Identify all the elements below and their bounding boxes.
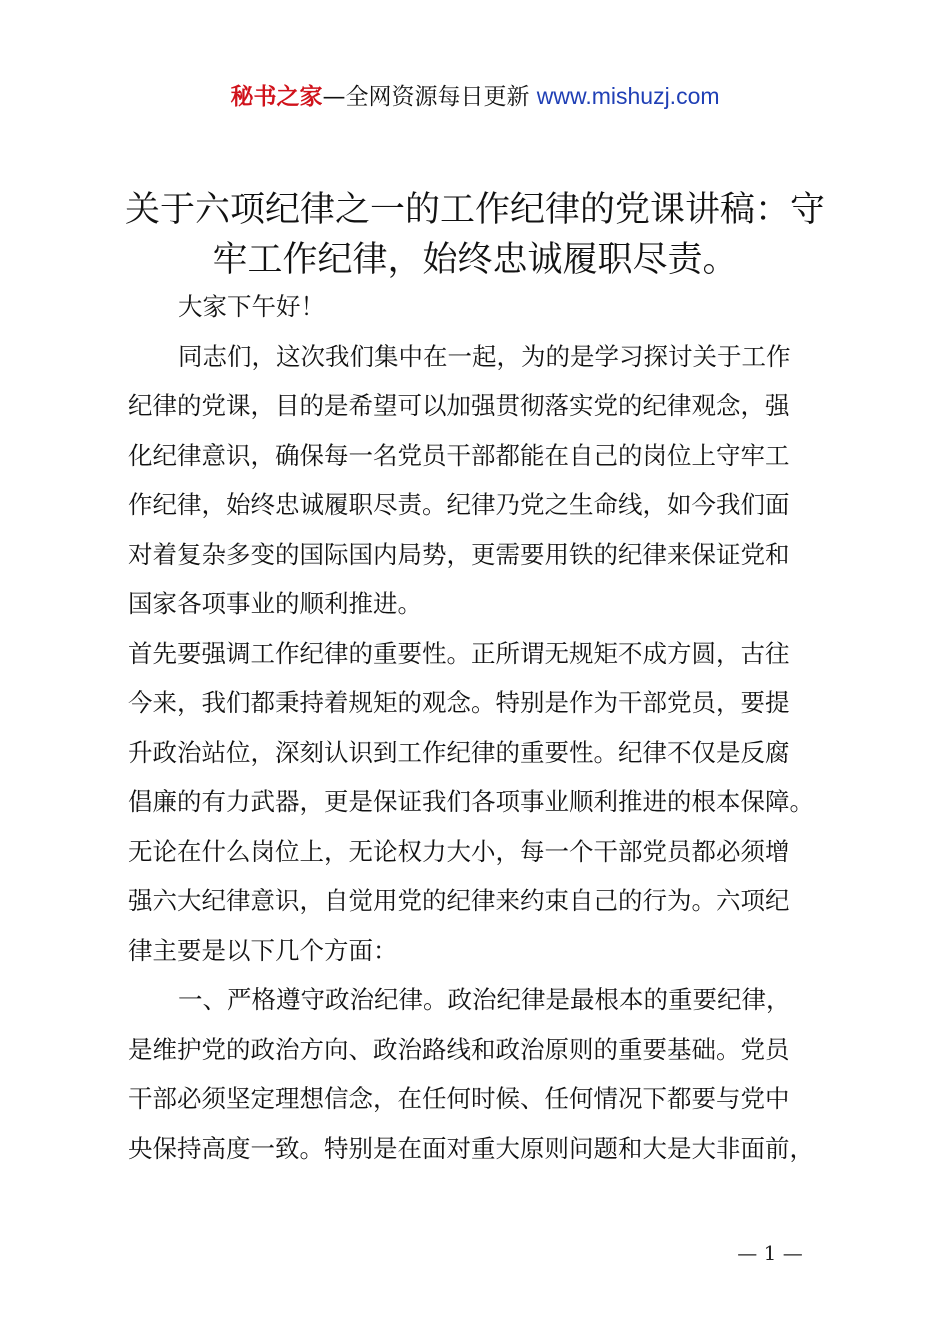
site-tagline: —全网资源每日更新 [322, 84, 537, 110]
site-brand: 秘书之家 [230, 84, 323, 110]
body-line: 同志们，这次我们集中在一起，为的是学习探讨关于工作 [178, 341, 791, 371]
document-body [128, 282, 838, 1173]
body-line: 作纪律，始终忠诚履职尽责。纪律乃党之生命线，如今我们面 [128, 490, 790, 519]
body-line: 今来，我们都秉持着规矩的观念。特别是作为干部党员，要提 [128, 688, 790, 717]
body-line: 倡廉的有力武器，更是保证我们各项事业顺利推进的根本保障。 [128, 787, 814, 816]
body-line: 升政治站位，深刻认识到工作纪律的重要性。纪律不仅是反腐 [128, 737, 790, 767]
body-line: 国家各项事业的顺利推进。 [128, 589, 422, 618]
document-title [100, 185, 850, 285]
body-line: 央保持高度一致。特别是在面对重大原则问题和大是大非面前， [128, 1133, 814, 1163]
body-line: 律主要是以下几个方面： [128, 935, 398, 965]
body-line: 纪律的党课，目的是希望可以加强贯彻落实党的纪律观念，强 [128, 391, 790, 420]
title-line-1: 关于六项纪律之一的工作纪律的党课讲稿：守 [124, 190, 825, 230]
site-header [0, 80, 950, 113]
page-number: — 1 — [737, 1241, 803, 1265]
site-url-link[interactable]: www.mishuzj.com [536, 83, 720, 109]
body-line: 首先要强调工作纪律的重要性。正所谓无规矩不成方圆，古往 [128, 638, 790, 668]
body-line: 对着复杂多变的国际国内局势，更需要用铁的纪律来保证党和 [128, 539, 790, 569]
title-line-2: 牢工作纪律，始终忠诚履职尽责。 [212, 240, 738, 280]
body-line: 化纪律意识，确保每一名党员干部都能在自己的岗位上守牢工 [128, 440, 790, 470]
body-line: 干部必须坚定理想信念，在任何时候、任何情况下都要与党中 [128, 1084, 790, 1113]
body-line: 强六大纪律意识，自觉用党的纪律来约束自己的行为。六项纪 [128, 886, 790, 915]
body-line: 大家下午好！ [178, 292, 325, 321]
body-line: 一、严格遵守政治纪律。政治纪律是最根本的重要纪律， [178, 985, 791, 1014]
body-line: 是维护党的政治方向、政治路线和政治原则的重要基础。党员 [128, 1034, 790, 1064]
body-line: 无论在什么岗位上，无论权力大小，每一个干部党员都必须增 [128, 836, 790, 866]
